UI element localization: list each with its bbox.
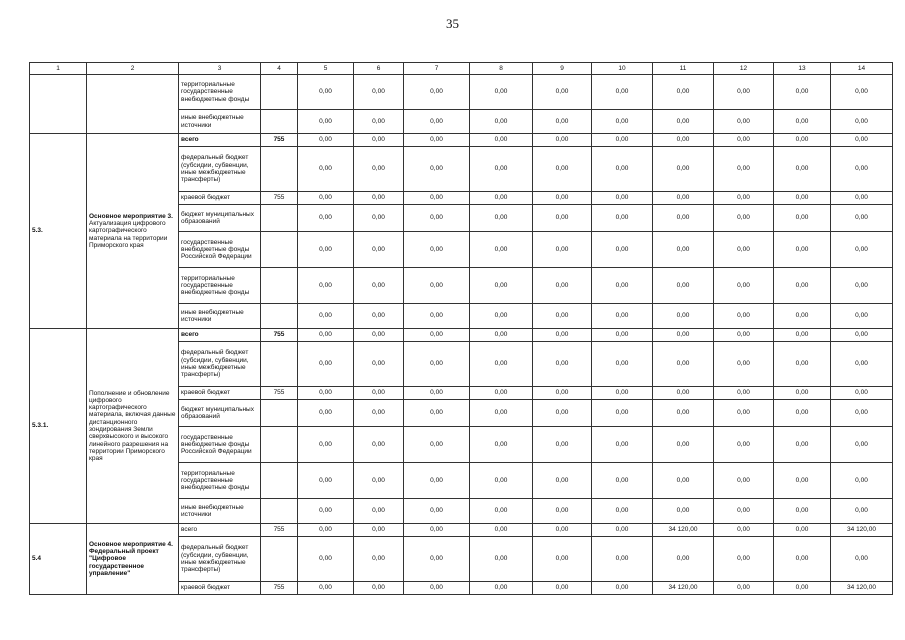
column-number: 10 [592, 63, 653, 75]
amount-cell: 0,00 [533, 463, 592, 499]
amount-cell: 0,00 [404, 192, 470, 205]
amount-cell: 0,00 [714, 342, 774, 387]
amount-cell: 0,00 [298, 268, 354, 304]
amount-cell: 0,00 [533, 75, 592, 110]
amount-cell: 0,00 [831, 110, 893, 134]
amount-cell: 0,00 [592, 400, 653, 427]
amount-cell: 0,00 [714, 147, 774, 192]
admin-code [261, 342, 298, 387]
amount-cell: 0,00 [354, 147, 404, 192]
amount-cell: 0,00 [831, 537, 893, 582]
amount-cell: 0,00 [470, 582, 533, 595]
amount-cell: 0,00 [653, 232, 714, 268]
amount-cell: 0,00 [404, 329, 470, 342]
amount-cell: 0,00 [831, 427, 893, 463]
amount-cell: 0,00 [470, 268, 533, 304]
amount-cell: 0,00 [714, 387, 774, 400]
amount-cell: 0,00 [404, 75, 470, 110]
amount-cell: 0,00 [653, 463, 714, 499]
amount-cell: 0,00 [831, 134, 893, 147]
amount-cell: 0,00 [831, 400, 893, 427]
amount-cell: 0,00 [533, 147, 592, 192]
amount-cell: 0,00 [714, 463, 774, 499]
admin-code [261, 232, 298, 268]
item-title: Основное мероприятие 4. Федеральный проект "Цифровое государственное управление" [89, 540, 173, 577]
amount-cell: 0,00 [653, 537, 714, 582]
amount-cell: 0,00 [354, 268, 404, 304]
admin-code [261, 427, 298, 463]
amount-cell: 0,00 [298, 205, 354, 232]
admin-code: 755 [261, 329, 298, 342]
amount-cell: 0,00 [404, 232, 470, 268]
amount-cell: 0,00 [714, 427, 774, 463]
column-number: 11 [653, 63, 714, 75]
amount-cell: 0,00 [774, 463, 831, 499]
amount-cell: 0,00 [653, 304, 714, 329]
amount-cell: 0,00 [533, 537, 592, 582]
amount-cell: 0,00 [831, 342, 893, 387]
amount-cell: 0,00 [774, 147, 831, 192]
admin-code [261, 268, 298, 304]
amount-cell: 0,00 [298, 387, 354, 400]
amount-cell: 0,00 [354, 205, 404, 232]
amount-cell: 0,00 [774, 400, 831, 427]
amount-cell: 0,00 [298, 342, 354, 387]
amount-cell: 0,00 [831, 304, 893, 329]
amount-cell: 0,00 [533, 329, 592, 342]
funding-source: всего [179, 329, 261, 342]
amount-cell: 0,00 [774, 524, 831, 537]
admin-code: 755 [261, 582, 298, 595]
amount-cell: 0,00 [533, 342, 592, 387]
amount-cell: 0,00 [774, 304, 831, 329]
amount-cell: 0,00 [774, 75, 831, 110]
amount-cell: 0,00 [298, 232, 354, 268]
column-number: 4 [261, 63, 298, 75]
amount-cell: 0,00 [298, 192, 354, 205]
amount-cell: 0,00 [592, 110, 653, 134]
amount-cell: 0,00 [404, 268, 470, 304]
amount-cell: 0,00 [298, 329, 354, 342]
amount-cell: 0,00 [354, 400, 404, 427]
funding-source: территориальные государственные внебюджетные фонды [179, 75, 261, 110]
amount-cell: 0,00 [298, 110, 354, 134]
amount-cell: 0,00 [354, 192, 404, 205]
amount-cell: 0,00 [774, 342, 831, 387]
amount-cell: 0,00 [592, 524, 653, 537]
amount-cell: 34 120,00 [653, 524, 714, 537]
amount-cell: 0,00 [592, 75, 653, 110]
amount-cell: 0,00 [470, 304, 533, 329]
amount-cell: 0,00 [533, 134, 592, 147]
amount-cell: 0,00 [404, 499, 470, 524]
amount-cell: 0,00 [470, 110, 533, 134]
amount-cell: 0,00 [592, 147, 653, 192]
table-row [30, 75, 893, 110]
funding-source: бюджет муниципальных образований [179, 400, 261, 427]
amount-cell: 0,00 [404, 147, 470, 192]
amount-cell: 0,00 [354, 499, 404, 524]
amount-cell: 0,00 [774, 499, 831, 524]
amount-cell: 0,00 [533, 192, 592, 205]
amount-cell: 0,00 [533, 232, 592, 268]
admin-code [261, 400, 298, 427]
amount-cell: 0,00 [653, 147, 714, 192]
amount-cell: 0,00 [470, 524, 533, 537]
amount-cell: 0,00 [404, 537, 470, 582]
item-description [87, 329, 179, 524]
amount-cell: 0,00 [533, 268, 592, 304]
item-number: 5.3.1. [30, 329, 87, 524]
amount-cell: 0,00 [592, 268, 653, 304]
amount-cell: 0,00 [714, 524, 774, 537]
amount-cell: 0,00 [653, 427, 714, 463]
amount-cell: 0,00 [653, 400, 714, 427]
admin-code [261, 499, 298, 524]
amount-cell: 0,00 [774, 387, 831, 400]
amount-cell: 0,00 [653, 110, 714, 134]
amount-cell: 0,00 [653, 192, 714, 205]
admin-code [261, 205, 298, 232]
column-number-row [30, 63, 893, 75]
amount-cell: 0,00 [714, 134, 774, 147]
amount-cell: 0,00 [831, 75, 893, 110]
amount-cell: 0,00 [831, 387, 893, 400]
amount-cell: 0,00 [533, 524, 592, 537]
amount-cell: 0,00 [714, 329, 774, 342]
amount-cell: 0,00 [354, 342, 404, 387]
funding-source: краевой бюджет [179, 192, 261, 205]
amount-cell: 0,00 [831, 268, 893, 304]
funding-source: иные внебюджетные источники [179, 499, 261, 524]
amount-cell: 34 120,00 [831, 582, 893, 595]
amount-cell: 0,00 [533, 387, 592, 400]
amount-cell: 0,00 [653, 268, 714, 304]
column-number: 14 [831, 63, 893, 75]
amount-cell: 0,00 [714, 582, 774, 595]
amount-cell: 0,00 [774, 134, 831, 147]
amount-cell: 0,00 [470, 427, 533, 463]
amount-cell: 0,00 [714, 110, 774, 134]
table-row [30, 329, 893, 342]
amount-cell: 0,00 [404, 387, 470, 400]
amount-cell: 0,00 [533, 400, 592, 427]
amount-cell: 0,00 [298, 499, 354, 524]
amount-cell: 0,00 [592, 387, 653, 400]
amount-cell: 0,00 [592, 342, 653, 387]
amount-cell: 0,00 [298, 463, 354, 499]
item-text: Актуализация цифрового картографического материала на территории Приморского края [89, 220, 168, 249]
amount-cell: 0,00 [533, 304, 592, 329]
amount-cell: 0,00 [470, 192, 533, 205]
amount-cell: 0,00 [354, 537, 404, 582]
amount-cell: 0,00 [354, 134, 404, 147]
admin-code: 755 [261, 134, 298, 147]
amount-cell: 0,00 [774, 537, 831, 582]
amount-cell: 0,00 [533, 205, 592, 232]
amount-cell: 0,00 [592, 192, 653, 205]
amount-cell: 0,00 [404, 427, 470, 463]
funding-source: федеральный бюджет (субсидии, субвенции, иные межбюджетные трансферты) [179, 147, 261, 192]
amount-cell: 0,00 [470, 463, 533, 499]
amount-cell: 0,00 [470, 75, 533, 110]
amount-cell: 0,00 [404, 342, 470, 387]
amount-cell: 0,00 [774, 205, 831, 232]
amount-cell: 0,00 [714, 304, 774, 329]
admin-code [261, 75, 298, 110]
amount-cell: 0,00 [653, 205, 714, 232]
amount-cell: 0,00 [653, 329, 714, 342]
amount-cell: 0,00 [298, 537, 354, 582]
amount-cell: 0,00 [653, 499, 714, 524]
funding-source: всего [179, 134, 261, 147]
table-row [30, 524, 893, 537]
amount-cell: 0,00 [470, 232, 533, 268]
amount-cell: 0,00 [354, 75, 404, 110]
amount-cell: 0,00 [592, 329, 653, 342]
amount-cell: 0,00 [714, 537, 774, 582]
item-description [87, 134, 179, 329]
amount-cell: 0,00 [533, 582, 592, 595]
amount-cell: 0,00 [714, 232, 774, 268]
amount-cell: 0,00 [592, 463, 653, 499]
amount-cell: 0,00 [298, 524, 354, 537]
funding-source: всего [179, 524, 261, 537]
amount-cell: 0,00 [354, 582, 404, 595]
amount-cell: 0,00 [831, 192, 893, 205]
amount-cell: 0,00 [592, 304, 653, 329]
column-number: 8 [470, 63, 533, 75]
amount-cell: 0,00 [298, 304, 354, 329]
page-number: 35 [446, 16, 459, 31]
amount-cell: 0,00 [714, 192, 774, 205]
amount-cell: 0,00 [592, 205, 653, 232]
amount-cell: 0,00 [298, 134, 354, 147]
amount-cell: 0,00 [404, 205, 470, 232]
amount-cell: 0,00 [592, 499, 653, 524]
column-number: 7 [404, 63, 470, 75]
amount-cell: 0,00 [404, 582, 470, 595]
amount-cell: 0,00 [653, 75, 714, 110]
amount-cell: 0,00 [831, 205, 893, 232]
item-description [87, 524, 179, 595]
admin-code: 755 [261, 524, 298, 537]
funding-source: государственные внебюджетные фонды Российской Федерации [179, 427, 261, 463]
amount-cell: 0,00 [298, 400, 354, 427]
amount-cell: 0,00 [653, 134, 714, 147]
amount-cell: 0,00 [774, 110, 831, 134]
amount-cell: 0,00 [354, 304, 404, 329]
amount-cell: 0,00 [470, 147, 533, 192]
item-title: Основное мероприятие 3. [89, 212, 173, 220]
amount-cell: 0,00 [470, 342, 533, 387]
amount-cell: 0,00 [404, 400, 470, 427]
amount-cell: 0,00 [714, 75, 774, 110]
amount-cell: 0,00 [404, 463, 470, 499]
amount-cell: 0,00 [831, 329, 893, 342]
amount-cell: 0,00 [470, 205, 533, 232]
funding-source: иные внебюджетные источники [179, 110, 261, 134]
amount-cell: 0,00 [533, 427, 592, 463]
amount-cell: 0,00 [404, 524, 470, 537]
funding-source: федеральный бюджет (субсидии, субвенции, иные межбюджетные трансферты) [179, 342, 261, 387]
column-number: 9 [533, 63, 592, 75]
column-number: 13 [774, 63, 831, 75]
amount-cell: 0,00 [470, 387, 533, 400]
column-number: 12 [714, 63, 774, 75]
amount-cell: 0,00 [831, 463, 893, 499]
amount-cell: 34 120,00 [653, 582, 714, 595]
amount-cell: 0,00 [354, 329, 404, 342]
amount-cell: 0,00 [714, 400, 774, 427]
funding-source: федеральный бюджет (субсидии, субвенции, иные межбюджетные трансферты) [179, 537, 261, 582]
amount-cell: 0,00 [774, 329, 831, 342]
column-number: 5 [298, 63, 354, 75]
admin-code [261, 110, 298, 134]
amount-cell: 0,00 [831, 499, 893, 524]
amount-cell: 0,00 [470, 329, 533, 342]
amount-cell: 0,00 [714, 499, 774, 524]
amount-cell: 0,00 [533, 499, 592, 524]
amount-cell: 0,00 [774, 232, 831, 268]
amount-cell: 34 120,00 [831, 524, 893, 537]
amount-cell: 0,00 [774, 268, 831, 304]
budget-table [29, 62, 893, 595]
item-description [87, 75, 179, 134]
amount-cell: 0,00 [354, 524, 404, 537]
funding-source: бюджет муниципальных образований [179, 205, 261, 232]
amount-cell: 0,00 [470, 400, 533, 427]
item-number [30, 75, 87, 134]
amount-cell: 0,00 [774, 192, 831, 205]
amount-cell: 0,00 [831, 147, 893, 192]
amount-cell: 0,00 [298, 427, 354, 463]
item-text: Пополнение и обновление цифрового картографического материала, включая данные дистанционного зондирования Земли сверхвысокого и высокого линейного разрешения на территории Приморского края [89, 389, 176, 463]
amount-cell: 0,00 [533, 110, 592, 134]
item-number: 5.3. [30, 134, 87, 329]
admin-code [261, 463, 298, 499]
amount-cell: 0,00 [592, 582, 653, 595]
amount-cell: 0,00 [404, 110, 470, 134]
funding-source: территориальные государственные внебюджетные фонды [179, 463, 261, 499]
amount-cell: 0,00 [653, 387, 714, 400]
amount-cell: 0,00 [298, 147, 354, 192]
amount-cell: 0,00 [470, 499, 533, 524]
funding-source: краевой бюджет [179, 387, 261, 400]
funding-source: краевой бюджет [179, 582, 261, 595]
admin-code: 755 [261, 192, 298, 205]
amount-cell: 0,00 [354, 463, 404, 499]
column-number: 1 [30, 63, 87, 75]
column-number: 6 [354, 63, 404, 75]
amount-cell: 0,00 [298, 582, 354, 595]
funding-source: государственные внебюджетные фонды Российской Федерации [179, 232, 261, 268]
amount-cell: 0,00 [831, 232, 893, 268]
amount-cell: 0,00 [592, 427, 653, 463]
admin-code [261, 304, 298, 329]
amount-cell: 0,00 [470, 134, 533, 147]
amount-cell: 0,00 [354, 110, 404, 134]
amount-cell: 0,00 [404, 304, 470, 329]
amount-cell: 0,00 [592, 134, 653, 147]
amount-cell: 0,00 [774, 427, 831, 463]
amount-cell: 0,00 [354, 427, 404, 463]
amount-cell: 0,00 [592, 537, 653, 582]
amount-cell: 0,00 [470, 537, 533, 582]
amount-cell: 0,00 [592, 232, 653, 268]
amount-cell: 0,00 [774, 582, 831, 595]
table-row [30, 134, 893, 147]
amount-cell: 0,00 [714, 268, 774, 304]
amount-cell: 0,00 [354, 232, 404, 268]
column-number: 3 [179, 63, 261, 75]
funding-source: иные внебюджетные источники [179, 304, 261, 329]
admin-code: 755 [261, 387, 298, 400]
funding-source: территориальные государственные внебюджетные фонды [179, 268, 261, 304]
amount-cell: 0,00 [714, 205, 774, 232]
item-number: 5.4 [30, 524, 87, 595]
amount-cell: 0,00 [354, 387, 404, 400]
amount-cell: 0,00 [298, 75, 354, 110]
admin-code [261, 537, 298, 582]
column-number: 2 [87, 63, 179, 75]
admin-code [261, 147, 298, 192]
amount-cell: 0,00 [404, 134, 470, 147]
amount-cell: 0,00 [653, 342, 714, 387]
